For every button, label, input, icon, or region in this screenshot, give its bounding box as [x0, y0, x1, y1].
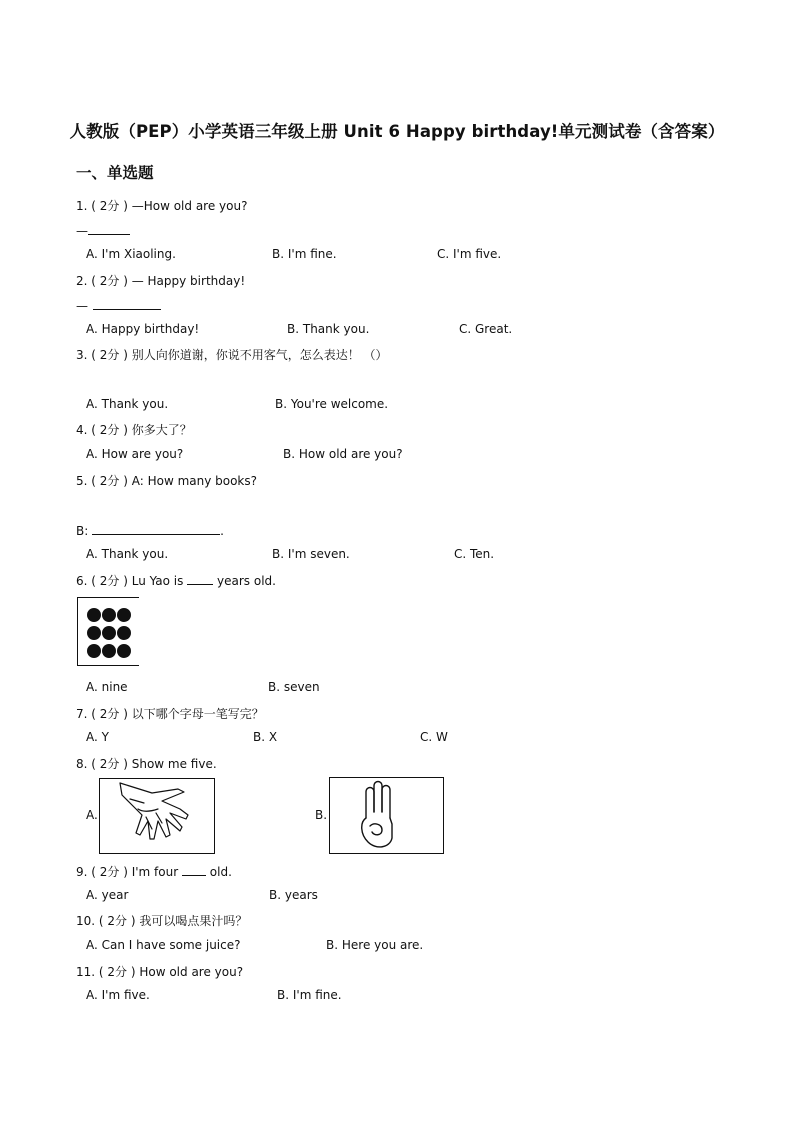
question-4-prefix: 4. ( 2分 ) [76, 423, 132, 437]
question-11-option-a: A. I'm five. [86, 988, 150, 1002]
dot [87, 608, 101, 622]
question-7-prefix: 7. ( 2分 ) [76, 707, 132, 721]
three-fingers-hand-image [329, 777, 444, 854]
question-7 [76, 705, 264, 722]
question-2-prefix: 2. ( 2分 ) [76, 274, 132, 288]
dot [87, 644, 101, 658]
question-8 [76, 755, 217, 772]
question-11 [76, 963, 243, 980]
question-11-option-b: B. I'm fine. [277, 988, 342, 1002]
question-10-option-a: A. Can I have some juice? [86, 938, 241, 952]
question-5-prefix: 5. ( 2分 ) [76, 474, 132, 488]
section-heading: 一、单选题 [76, 164, 154, 182]
question-8-option-b: B. [315, 808, 328, 822]
answer-blank [88, 222, 130, 235]
dot [102, 644, 116, 658]
question-4 [76, 421, 192, 438]
question-9-option-b: B. years [269, 888, 318, 902]
question-5-answer-line [76, 522, 224, 538]
answer-dash: — [76, 299, 88, 313]
question-6-option-b: B. seven [268, 680, 320, 694]
answer-blank [182, 863, 206, 876]
question-7-option-c: C. W [420, 730, 448, 744]
question-9 [76, 863, 232, 880]
question-1 [76, 197, 247, 214]
question-10-text: 我可以喝点果汁吗？ [139, 914, 248, 928]
question-4-option-b: B. How old are you? [283, 447, 403, 461]
question-8-option-a: A. [86, 808, 98, 822]
question-4-text: 你多大了？ [131, 423, 192, 437]
question-8-prefix: 8. ( 2分 ) [76, 757, 132, 771]
question-1-answer-line [76, 222, 130, 238]
three-fingers-icon [330, 778, 443, 853]
question-4-option-a: A. How are you? [86, 447, 184, 461]
question-9-text-after: old. [205, 865, 232, 879]
question-6-text-before: Lu Yao is [131, 574, 188, 588]
question-9-option-a: A. year [86, 888, 129, 902]
dot [102, 608, 116, 622]
question-1-prefix: 1. ( 2分 ) [76, 199, 132, 213]
open-hand-icon [100, 779, 214, 853]
question-7-option-b: B. X [253, 730, 278, 744]
question-1-option-c: C. I'm five. [437, 247, 502, 261]
question-3-prefix: 3. ( 2分 ) [76, 348, 132, 362]
question-2 [76, 272, 245, 289]
question-6-text-after: years old. [213, 574, 276, 588]
question-2-option-b: B. Thank you. [287, 322, 370, 336]
question-6 [76, 572, 276, 589]
question-10 [76, 912, 247, 929]
question-7-option-a: A. Y [86, 730, 109, 744]
question-5-text: A: How many books? [131, 474, 258, 488]
question-7-text: 以下哪个字母一笔写完？ [131, 707, 264, 721]
question-10-prefix: 10. ( 2分 ) [76, 914, 140, 928]
question-9-prefix: 9. ( 2分 ) [76, 865, 132, 879]
open-hand-five-image [99, 778, 215, 854]
question-5-option-b: B. I'm seven. [272, 547, 350, 561]
answer-blank [93, 297, 161, 310]
question-1-option-a: A. I'm Xiaoling. [86, 247, 176, 261]
question-2-option-a: A. Happy birthday! [86, 322, 200, 336]
question-3-option-b: B. You're welcome. [275, 397, 389, 411]
answer-dash: — [76, 224, 88, 238]
page-title: 人教版（PEP）小学英语三年级上册 Unit 6 Happy birthday!单元测试卷（含答案） [69, 122, 725, 141]
question-3 [76, 346, 388, 363]
question-11-text: How old are you? [139, 965, 244, 979]
dot [102, 626, 116, 640]
dot [117, 644, 131, 658]
question-3-text: 别人向你道谢，你说不用客气，怎么表达！ （） [131, 348, 388, 362]
question-6-option-a: A. nine [86, 680, 128, 694]
question-5-option-a: A. Thank you. [86, 547, 169, 561]
question-1-option-b: B. I'm fine. [272, 247, 337, 261]
question-6-prefix: 6. ( 2分 ) [76, 574, 132, 588]
answer-blank [187, 572, 213, 585]
question-9-text-before: I'm four [131, 865, 182, 879]
question-3-option-a: A. Thank you. [86, 397, 169, 411]
question-11-prefix: 11. ( 2分 ) [76, 965, 140, 979]
answer-blank [92, 522, 220, 535]
question-10-option-b: B. Here you are. [326, 938, 424, 952]
nine-dots-image [77, 597, 139, 666]
dot [117, 626, 131, 640]
question-2-option-c: C. Great. [459, 322, 513, 336]
answer-period: . [220, 524, 224, 538]
question-5-option-c: C. Ten. [454, 547, 495, 561]
dot [87, 626, 101, 640]
dot [117, 608, 131, 622]
question-2-text: — Happy birthday! [131, 274, 246, 288]
question-1-text: —How old are you? [131, 199, 248, 213]
question-2-answer-line [76, 297, 161, 313]
question-8-text: Show me five. [131, 757, 217, 771]
question-5 [76, 472, 257, 489]
answer-speaker: B: [76, 524, 93, 538]
